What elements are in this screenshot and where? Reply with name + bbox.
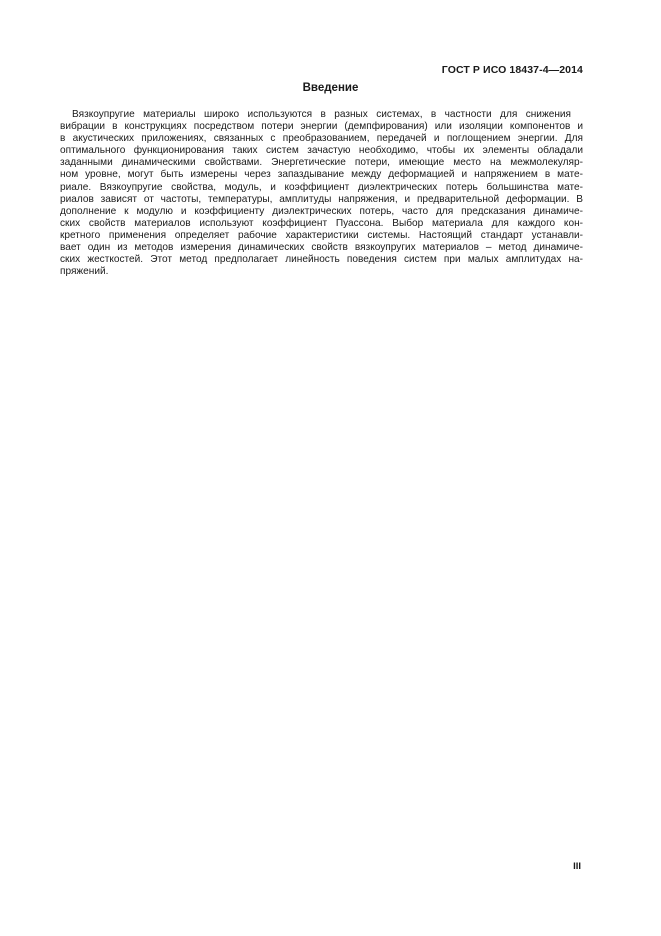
section-title: Введение <box>302 82 359 94</box>
paragraph-line: дополнение к модулю и коэффициенту диэлектрических потерь, часто для предсказания динамиче- <box>60 205 583 217</box>
paragraph-line: кретного применения определяет рабочие характеристики системы. Настоящий стандарт устанавли- <box>60 229 583 241</box>
paragraph-line: вает один из методов измерения динамических свойств вязкоупругих материалов – метод динамиче- <box>60 242 583 254</box>
paragraph-line: ских жесткостей. Этот метод предполагает линейность поведения систем при малых амплитудах на- <box>60 254 583 266</box>
paragraph-line: риале. Вязкоупругие свойства, модуль, и коэффициент диэлектрических потерь большинства мате- <box>60 181 583 193</box>
introduction-paragraph <box>60 109 583 278</box>
paragraph-line: в акустических приложениях, связанных с преобразованием, передачей и поглощением энергии. Для <box>60 133 583 145</box>
paragraph-line: оптимального функционирования таких систем зачастую необходимо, чтобы их элементы обладали <box>60 145 583 157</box>
document-code: ГОСТ Р ИСО 18437-4—2014 <box>441 64 583 76</box>
paragraph-line: вибрации в конструкциях посредством потери энергии (демпфирования) или изоляции компонентов и <box>60 121 583 133</box>
paragraph-line: риалов зависят от частоты, температуры, амплитуды напряжения, и предварительной деформации. В <box>60 193 583 205</box>
paragraph-line: Вязкоупругие материалы широко используются в разных системах, в частности для снижения <box>72 109 571 120</box>
paragraph-line: заданными динамическими свойствами. Энергетические потери, имеющие место на межмолекуляр- <box>60 157 583 169</box>
paragraph-line: ских свойств материалов используют коэффициент Пуассона. Выбор материала для каждого кон- <box>60 217 583 229</box>
paragraph-line: ном уровне, могут быть измерены через запаздывание между деформацией и напряжением в мате- <box>60 169 583 181</box>
paragraph-line: пряжений. <box>60 266 109 278</box>
page-number: III <box>573 861 581 872</box>
